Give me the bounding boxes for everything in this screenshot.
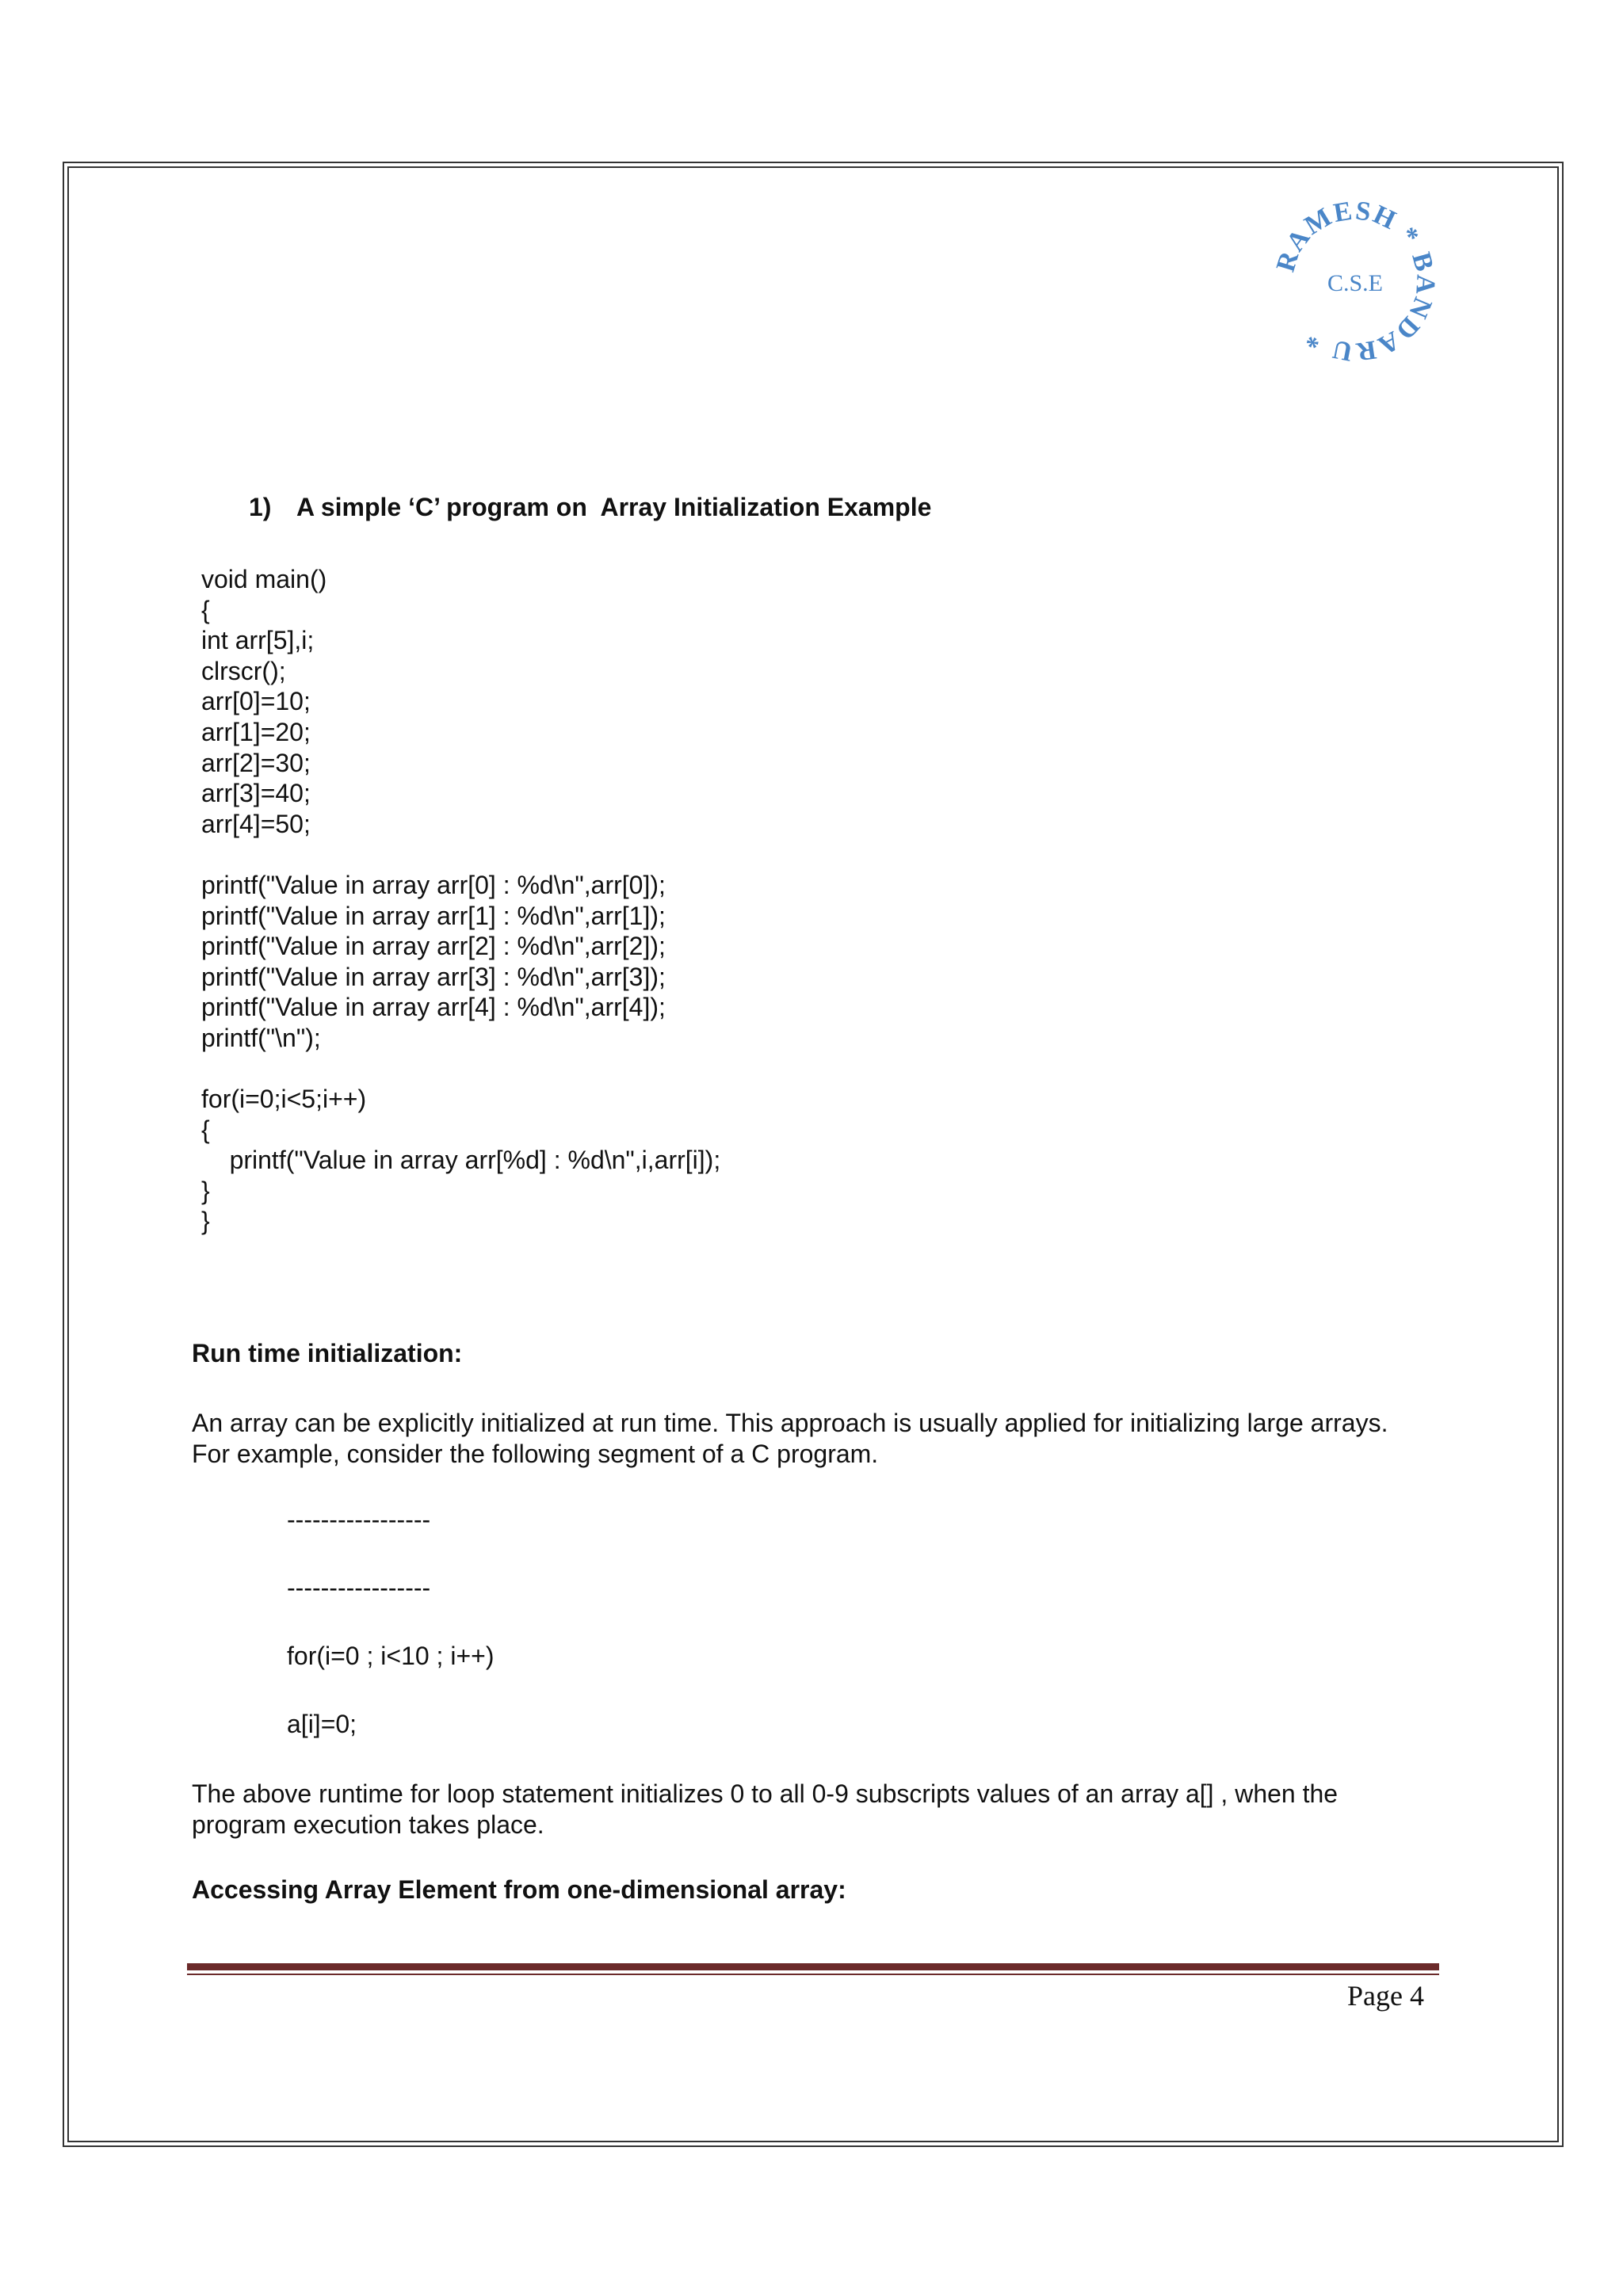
code-line: }: [201, 1207, 210, 1236]
code-line: printf("\n");: [201, 1023, 321, 1052]
code-line: arr[2]=30;: [201, 748, 311, 777]
run-time-paragraph: An array can be explicitly initialized at run time. This approach is usually applied for initializing large arrays. For example, consider the following segment of a C program.: [192, 1409, 1388, 1468]
code-line: printf("Value in array arr[1] : %d\n",arr[1]);: [201, 901, 666, 930]
snippet-dashes-2: -----------------: [287, 1573, 431, 1602]
code-line: {: [201, 1115, 210, 1144]
snippet-assign: a[i]=0;: [287, 1710, 357, 1738]
code-line: clrscr();: [201, 656, 286, 685]
code-line: arr[3]=40;: [201, 779, 311, 808]
snippet-for-loop: for(i=0 ; i<10 ; i++): [287, 1642, 495, 1670]
code-line: printf("Value in array arr[%d] : %d\n",i,arr[i]);: [201, 1146, 721, 1175]
code-line: arr[1]=20;: [201, 717, 311, 746]
run-time-explanation: The above runtime for loop statement initializes 0 to all 0-9 subscripts values of an array a[] , when the program execution takes place.: [192, 1779, 1338, 1839]
code-line: printf("Value in array arr[3] : %d\n",arr[3]);: [201, 962, 666, 991]
page-number: Page 4: [1347, 1980, 1424, 2012]
code-block: [201, 564, 720, 1237]
code-line: arr[0]=10;: [201, 687, 311, 716]
author-stamp: [1268, 194, 1442, 368]
code-line-blank: [201, 1054, 720, 1085]
heading-title: A simple ‘C’ program on Array Initialization Example: [296, 493, 932, 521]
code-line: void main(): [201, 565, 327, 593]
snippet-dashes-1: -----------------: [287, 1505, 431, 1534]
code-line: {: [201, 595, 210, 624]
heading-number: 1): [249, 493, 272, 521]
run-time-heading: Run time initialization:: [192, 1339, 463, 1367]
accessing-heading: Accessing Array Element from one-dimensional array:: [192, 1875, 846, 1904]
code-line-blank: [201, 839, 720, 870]
footer-rule-thick: [187, 1963, 1439, 1970]
code-line: printf("Value in array arr[2] : %d\n",arr[2]);: [201, 932, 666, 961]
footer-rule-thin: [187, 1974, 1439, 1975]
code-line: printf("Value in array arr[4] : %d\n",arr[4]);: [201, 993, 666, 1022]
code-line: for(i=0;i<5;i++): [201, 1085, 367, 1114]
code-line: arr[4]=50;: [201, 809, 311, 838]
code-line: }: [201, 1176, 210, 1205]
code-line: int arr[5],i;: [201, 626, 315, 655]
stamp-ring-text: RAMESH * BANDARU *: [1270, 196, 1441, 367]
stamp-center-text: C.S.E: [1327, 270, 1384, 296]
code-line: printf("Value in array arr[0] : %d\n",arr[0]);: [201, 870, 666, 899]
